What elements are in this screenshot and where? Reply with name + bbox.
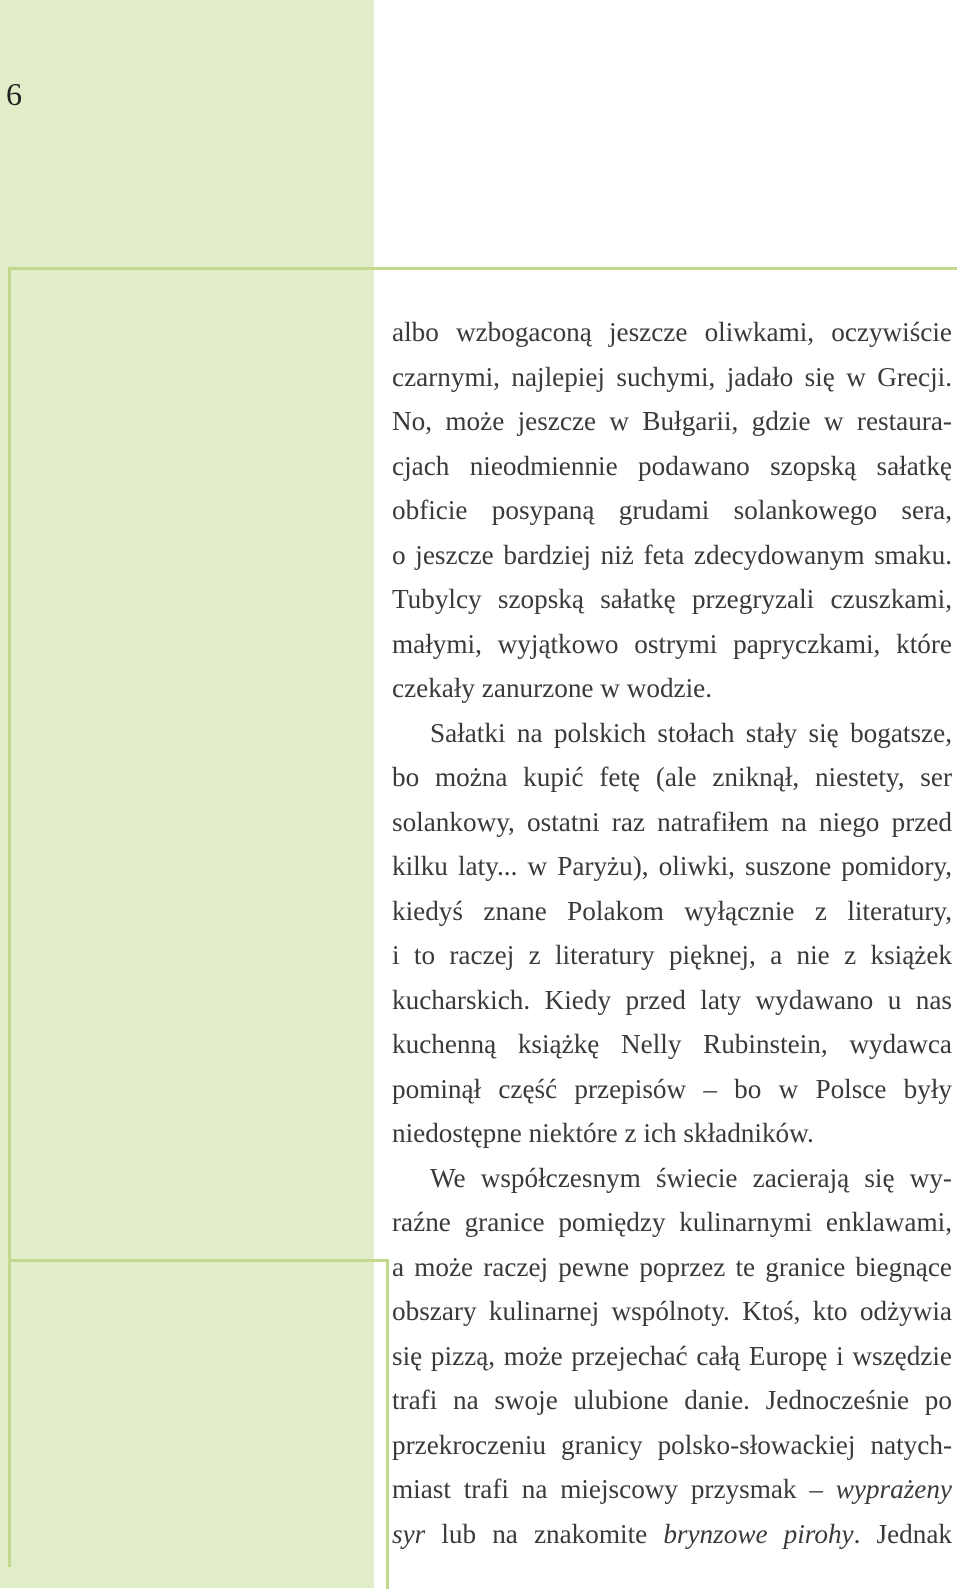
text-line: czarnymi, najlepiej suchymi, jadało się w Grecji. xyxy=(392,361,952,392)
italic-term: syr xyxy=(392,1518,426,1549)
text-line: No, może jeszcze w Bułgarii, gdzie w restaura- xyxy=(392,406,952,436)
text-segment: miast trafi na miejscowy przysmak – xyxy=(392,1474,836,1504)
text-line: kiedyś znane Polakom wyłącznie z literatury, xyxy=(392,895,952,926)
text-line: o jeszcze bardziej niż feta zdecydowanym smaku. xyxy=(392,539,952,570)
text-line: pominął część przepisów – bo w Polsce były xyxy=(392,1073,952,1104)
text-line: solankowy, ostatni raz natrafiłem na niego przed xyxy=(392,806,952,837)
text-segment: . Jednak xyxy=(853,1518,953,1549)
text-line: albo wzbogaconą jeszcze oliwkami, oczywiście xyxy=(392,317,952,347)
frame-divider-vertical xyxy=(386,1259,389,1589)
text-line: obszary kulinarnej wspólnoty. Ktoś, kto odżywia xyxy=(392,1296,952,1326)
text-line: bo można kupić fetę (ale zniknął, niestety, ser xyxy=(392,762,952,792)
text-line: się pizzą, może przejechać całą Europę i wszędzie xyxy=(392,1340,952,1371)
page-number: 6 xyxy=(6,76,22,112)
body-text xyxy=(392,310,952,1556)
text-line: kucharskich. Kiedy przed laty wydawano u nas xyxy=(392,984,952,1015)
text-line xyxy=(392,1512,952,1557)
text-line: a może raczej pewne poprzez te granice biegnące xyxy=(392,1251,952,1282)
text-line: i to raczej z literatury pięknej, a nie z książek xyxy=(392,940,952,970)
text-line: kilku laty... w Paryżu), oliwki, suszone pomidory, xyxy=(392,851,952,881)
text-segment: lub na znakomite xyxy=(441,1518,664,1549)
text-line: niedostępne niektóre z ich składników. xyxy=(392,1118,814,1148)
text-line: cjach nieodmiennie podawano szopską sałatkę xyxy=(392,450,952,481)
frame-divider-horizontal xyxy=(8,1259,389,1262)
text-line: trafi na swoje ulubione danie. Jednocześnie po xyxy=(392,1385,952,1415)
italic-term: wyprażeny xyxy=(835,1474,952,1504)
text-line: We współczesnym świecie zacierają się wy- xyxy=(430,1162,952,1193)
text-line: obficie posypaną grudami solankowego sera, xyxy=(392,495,952,525)
italic-term: brynzowe pirohy xyxy=(663,1518,854,1549)
text-line xyxy=(392,1467,952,1512)
text-line: czekały zanurzone w wodzie. xyxy=(392,673,713,703)
text-line: Tubylcy szopską sałatkę przegryzali czuszkami, xyxy=(392,584,952,614)
text-line: Sałatki na polskich stołach stały się bogatsze, xyxy=(430,717,952,748)
text-line: kuchenną książkę Nelly Rubinstein, wydawca xyxy=(392,1029,952,1059)
text-line: raźne granice pomiędzy kulinarnymi enklawami, xyxy=(392,1207,952,1237)
text-line: przekroczeniu granicy polsko-słowackiej natych- xyxy=(392,1429,952,1460)
text-line: małymi, wyjątkowo ostrymi papryczkami, które xyxy=(392,628,952,659)
